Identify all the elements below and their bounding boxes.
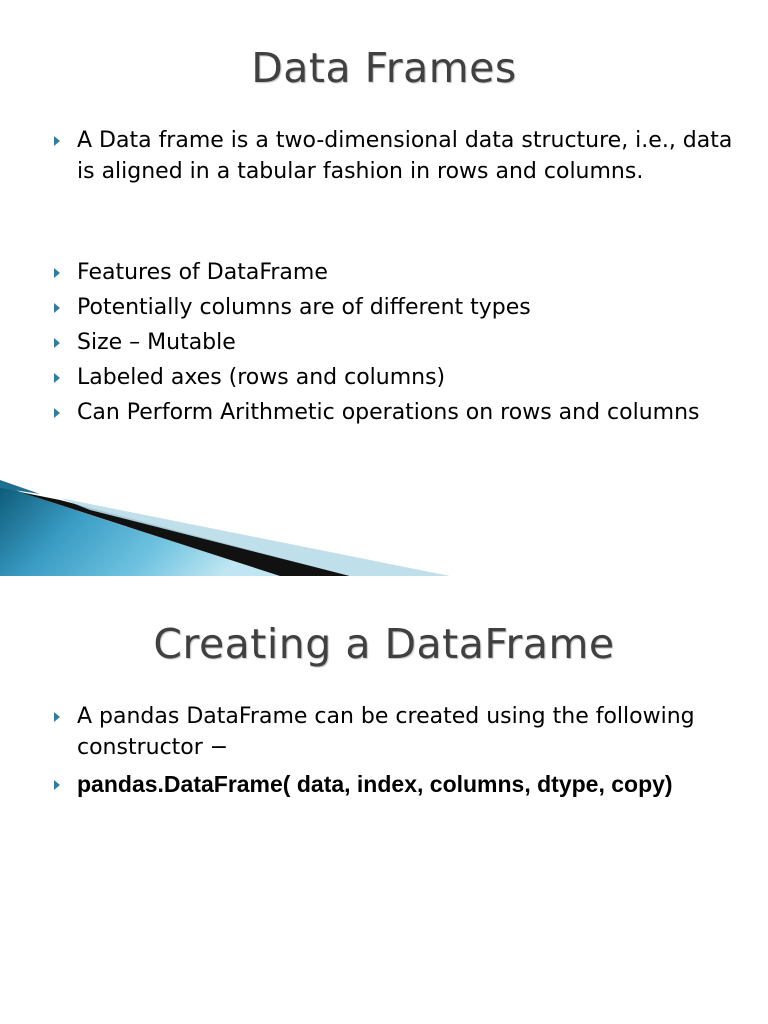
bullet-item <box>54 125 734 187</box>
feature-heading: Features of DataFrame <box>77 260 328 285</box>
bullet-text: A Data frame is a two-dimensional data structure, i.e., data is aligned in a tabular fashion in rows and columns. <box>77 128 733 184</box>
slide-title: Data Frames <box>251 44 517 92</box>
triangle-right-icon <box>54 373 60 383</box>
triangle-right-icon <box>54 712 60 722</box>
decorative-wave <box>0 480 768 576</box>
triangle-right-icon <box>54 338 60 348</box>
bullet-item <box>54 397 734 428</box>
bullet-text: Can Perform Arithmetic operations on rows and columns <box>77 400 700 425</box>
intro-bullet-list <box>54 125 734 187</box>
triangle-right-icon <box>54 268 60 278</box>
bullet-item <box>54 292 734 323</box>
triangle-right-icon <box>54 136 60 146</box>
slide-title: Creating a DataFrame <box>153 620 615 668</box>
constructor-bullet-list <box>54 701 734 807</box>
triangle-right-icon <box>54 780 60 790</box>
triangle-right-icon <box>54 303 60 313</box>
triangle-right-icon <box>54 408 60 418</box>
bullet-item <box>54 327 734 358</box>
features-bullet-list <box>54 257 734 432</box>
slide-creating-dataframe <box>0 576 768 1024</box>
bullet-item <box>54 701 734 763</box>
bullet-item <box>54 257 734 288</box>
bullet-text: A pandas DataFrame can be created using the following constructor − <box>77 704 695 760</box>
constructor-signature: pandas.DataFrame( data, index, columns, dtype, copy) <box>77 771 673 797</box>
bullet-item <box>54 362 734 393</box>
bullet-item <box>54 769 734 801</box>
bullet-text: Potentially columns are of different types <box>77 295 531 320</box>
bullet-text: Labeled axes (rows and columns) <box>77 365 446 390</box>
bullet-text: Size – Mutable <box>77 330 236 355</box>
